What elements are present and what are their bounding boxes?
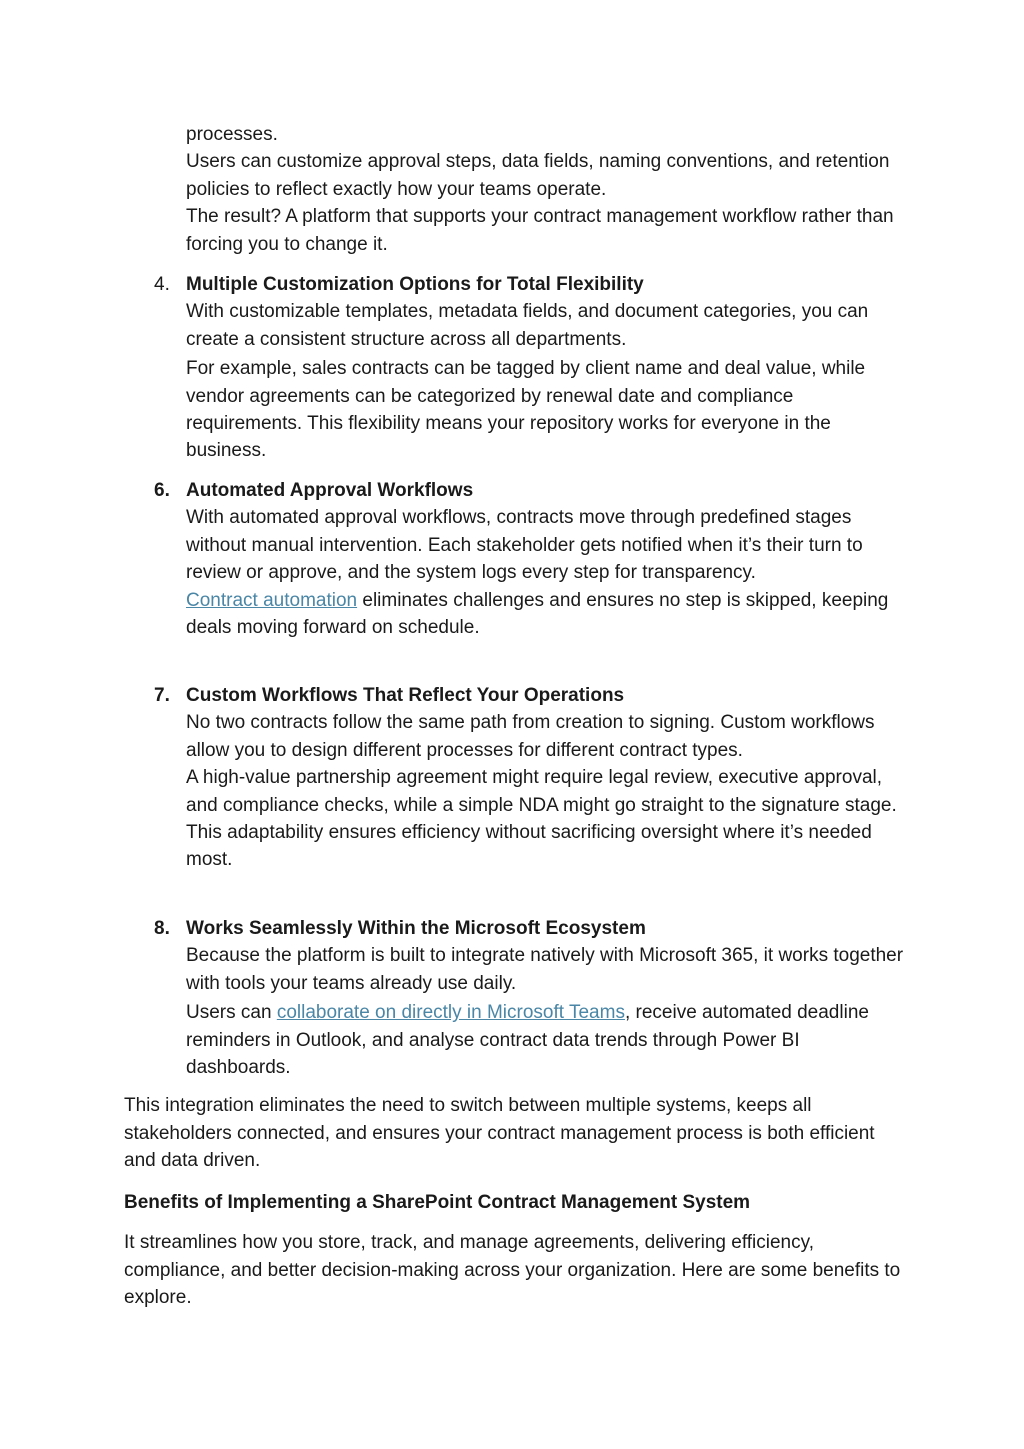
list-number: 7. <box>154 685 170 706</box>
list-item-body <box>186 271 906 465</box>
list-item-paragraph <box>186 587 906 642</box>
teams-collaborate-link[interactable]: collaborate on directly in Microsoft Teams <box>276 1002 625 1024</box>
section-heading: Benefits of Implementing a SharePoint Contract Management System <box>124 1192 751 1213</box>
list-item-paragraph <box>186 999 906 1081</box>
list-item-body <box>186 682 906 874</box>
list-number: 4. <box>154 274 170 295</box>
list-item-heading: Custom Workflows That Reflect Your Operations <box>186 685 625 706</box>
list-item-paragraph: This adaptability ensures efficiency without sacrificing oversight where it’s needed most. <box>186 822 872 871</box>
list-item-heading: Multiple Customization Options for Total Flexibility <box>186 274 644 295</box>
benefits-intro-paragraph: It streamlines how you store, track, and manage agreements, delivering efficiency, compliance, and better decision-making across your organization. Here are some benefits to explore. <box>124 1232 901 1309</box>
list-item-body <box>186 477 906 641</box>
list-item-paragraph: A high-value partnership agreement might require legal review, executive approval, and compliance checks, while a simple NDA might go straight to the signature stage. <box>186 767 897 816</box>
list-item-paragraph: No two contracts follow the same path from creation to signing. Custom workflows allow you to design different processes for different contract types. <box>186 712 875 761</box>
list-number: 8. <box>154 918 170 939</box>
list-item-body <box>186 915 906 1081</box>
link-leading-text: Users can <box>186 1002 277 1024</box>
continued-text-line: processes. <box>186 124 278 145</box>
link-trailing-text: , receive automated deadline reminders in Outlook, and analyse contract data trends through Power BI dashboards. <box>186 1002 869 1079</box>
contract-automation-link[interactable]: Contract automation <box>186 589 358 611</box>
continued-paragraph: Users can customize approval steps, data fields, naming conventions, and retention policies to reflect exactly how your teams operate. <box>186 151 890 200</box>
list-item-paragraph: Because the platform is built to integrate natively with Microsoft 365, it works together with tools your teams already use daily. <box>186 945 904 994</box>
list-item-paragraph: For example, sales contracts can be tagged by client name and deal value, while vendor agreements can be categorized by renewal date and compliance requirements. This flexibility means your repository works for everyone in the business. <box>186 358 866 462</box>
list-number: 6. <box>154 480 170 501</box>
list-item-heading: Automated Approval Workflows <box>186 480 474 501</box>
list-item-paragraph: With customizable templates, metadata fields, and document categories, you can create a consistent structure across all departments. <box>186 301 869 350</box>
link-trailing-text: eliminates challenges and ensures no step is skipped, keeping deals moving forward on schedule. <box>186 589 889 639</box>
list-item-paragraph: With automated approval workflows, contracts move through predefined stages without manual intervention. Each stakeholder gets notified when it’s their turn to review or approve, and the system logs every step for transparency. <box>186 507 863 584</box>
integration-paragraph: This integration eliminates the need to switch between multiple systems, keeps all stakeholders connected, and ensures your contract management process is both efficient and data driven. <box>124 1095 875 1172</box>
continued-paragraph-block <box>186 121 906 258</box>
continued-paragraph-result: The result? A platform that supports your contract management workflow rather than forcing you to change it. <box>186 206 894 255</box>
list-item-heading: Works Seamlessly Within the Microsoft Ecosystem <box>186 918 646 939</box>
